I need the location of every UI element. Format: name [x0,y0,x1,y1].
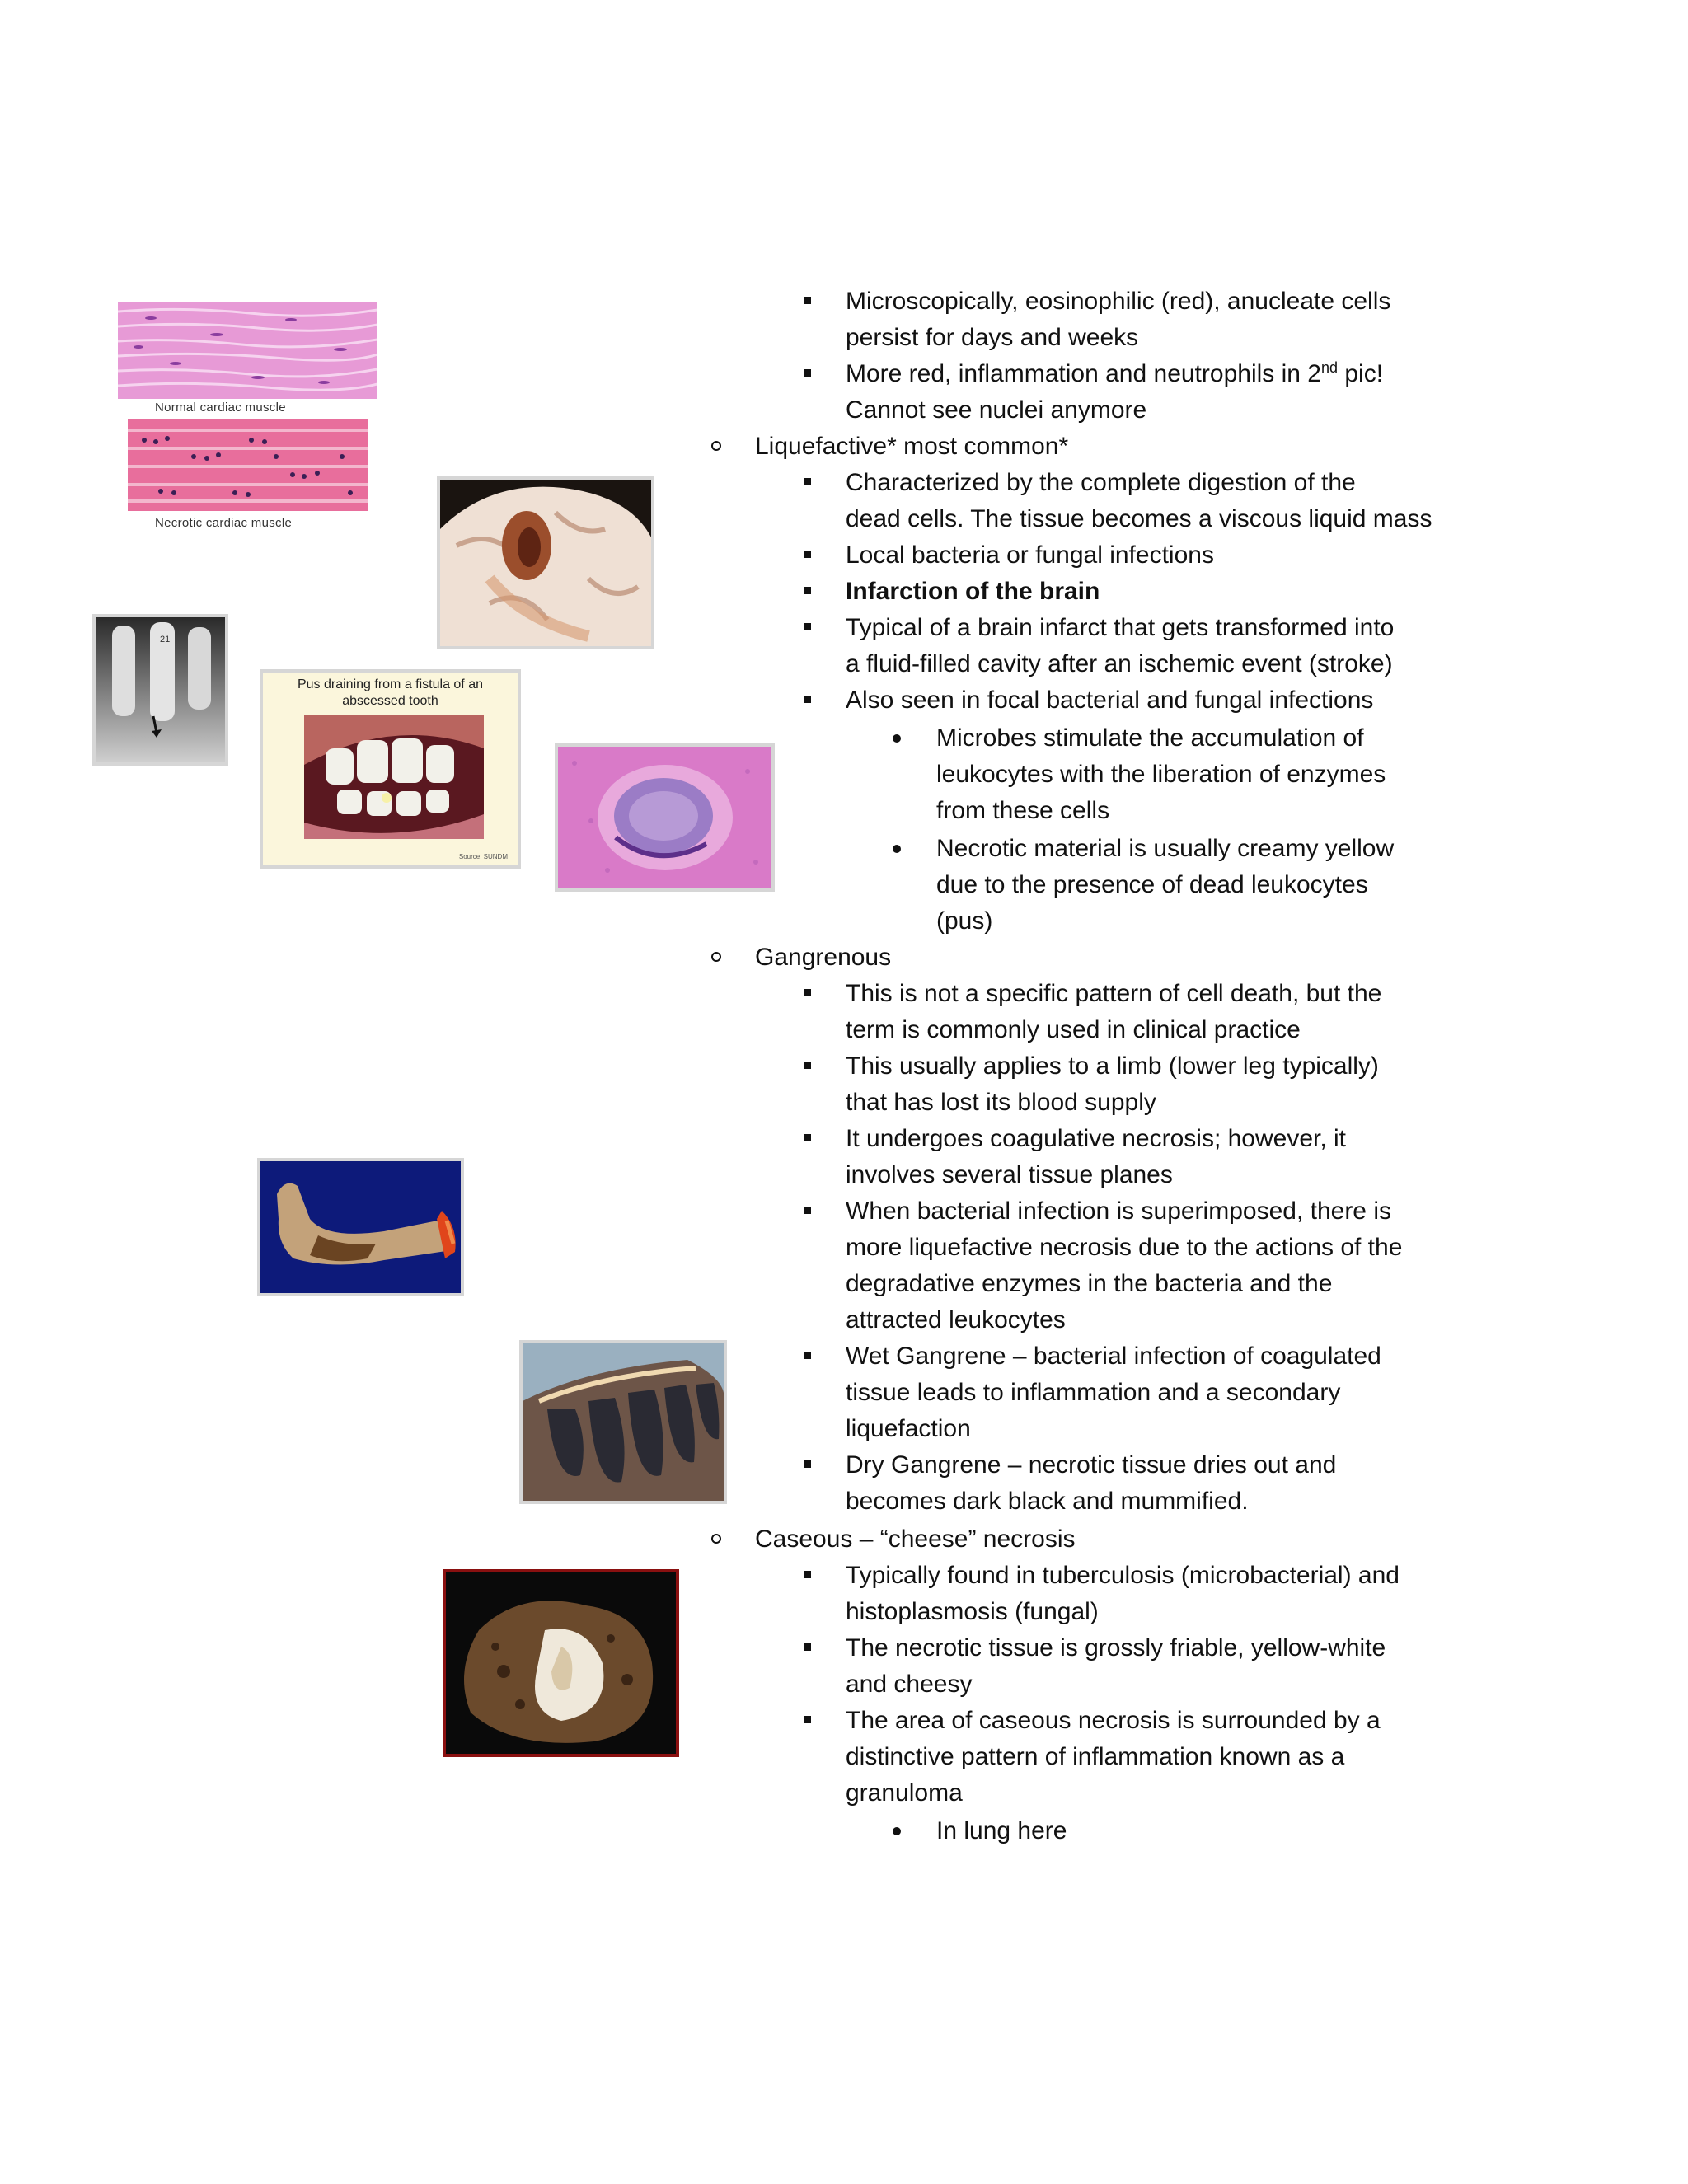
bullet-square [804,1048,814,1085]
note-line: The necrotic tissue is grossly friable, yellow-white [846,1634,1386,1661]
note-line: dead cells. The tissue becomes a viscous liquid mass [846,505,1432,532]
note-line: granuloma [846,1779,963,1807]
note-line: more liquefactive necrosis due to the actions of the [846,1234,1403,1261]
bullet-dot [893,720,903,757]
bullet-square [804,465,814,501]
pus-caption-line-2: abscessed tooth [342,694,438,708]
note-line: distinctive pattern of inflammation known as a [846,1743,1345,1770]
note-line: Cannot see nuclei anymore [846,396,1147,424]
bullet-square [804,610,814,646]
note-line: liquefaction [846,1415,971,1442]
note-line: persist for days and weeks [846,324,1139,351]
section-heading-liquefactive: Liquefactive* most common* [755,433,1069,460]
bullet-square [804,682,814,719]
bullet-square [804,1338,814,1375]
pus-image-source: Source: SUNDM [458,853,508,860]
note-line: due to the presence of dead leukocytes [936,871,1368,898]
pus-caption-line-1: Pus draining from a fistula of an [297,677,483,691]
bullet-square [804,537,814,574]
note-line: This usually applies to a limb (lower leg typically) [846,1052,1379,1080]
note-line: a fluid-filled cavity after an ischemic event (stroke) [846,650,1393,677]
note-line: Microscopically, eosinophilic (red), anucleate cells [846,288,1391,315]
note-line: The area of caseous necrosis is surrounded by a [846,1707,1381,1734]
xray-tooth-label: 21 [160,635,171,644]
bullet-square [804,284,814,320]
note-line: degradative enzymes in the bacteria and the [846,1270,1333,1297]
section-heading-gangrenous: Gangrenous [755,944,892,971]
note-line: (pus) [936,907,993,935]
note-line: In lung here [936,1817,1067,1844]
note-line: Wet Gangrene – bacterial infection of coagulated [846,1343,1381,1370]
bullet-square [804,1447,814,1483]
note-line: involves several tissue planes [846,1161,1173,1188]
bullet-square [804,976,814,1012]
bullet-square [804,1630,814,1666]
note-line: term is commonly used in clinical practice [846,1016,1301,1043]
note-line: Necrotic material is usually creamy yellow [936,835,1395,862]
note-line: becomes dark black and mummified. [846,1488,1249,1515]
note-line: It undergoes coagulative necrosis; however, it [846,1125,1347,1152]
note-line: Dry Gangrene – necrotic tissue dries out and [846,1451,1337,1479]
note-line: Characterized by the complete digestion of the [846,469,1356,496]
note-line-bold: Infarction of the brain [846,578,1100,605]
normal-cardiac-muscle-caption: Normal cardiac muscle [155,401,286,415]
note-line: Also seen in focal bacterial and fungal infections [846,687,1374,714]
note-line: tissue leads to inflammation and a secondary [846,1379,1341,1406]
bullet-square [804,356,814,392]
note-line: histoplasmosis (fungal) [846,1598,1099,1625]
bullet-dot [893,1813,903,1849]
note-line: Typically found in tuberculosis (microbacterial) and [846,1562,1400,1589]
note-line: Local bacteria or fungal infections [846,541,1214,569]
section-heading-caseous: Caseous – “cheese” necrosis [755,1526,1076,1553]
note-line: attracted leukocytes [846,1306,1066,1333]
bullet-circle [711,429,726,465]
note-line: When bacterial infection is superimposed, there is [846,1197,1391,1225]
bullet-circle [711,940,726,976]
note-line: Typical of a brain infarct that gets transformed into [846,614,1395,641]
bullet-square [804,1558,814,1594]
bullet-circle [711,1521,726,1558]
bullet-dot [893,831,903,867]
bullet-square [804,1121,814,1157]
note-line: More red, inflammation and neutrophils in 2nd pic! [846,359,1384,387]
note-line: leukocytes with the liberation of enzymes [936,761,1386,788]
bullet-square [804,1703,814,1739]
note-line: from these cells [936,797,1110,824]
note-line: that has lost its blood supply [846,1089,1156,1116]
note-line: This is not a specific pattern of cell death, but the [846,980,1382,1007]
note-line: and cheesy [846,1671,973,1698]
note-line: Microbes stimulate the accumulation of [936,724,1364,752]
bullet-square [804,574,814,610]
bullet-square [804,1193,814,1230]
necrotic-cardiac-muscle-caption: Necrotic cardiac muscle [155,516,293,530]
